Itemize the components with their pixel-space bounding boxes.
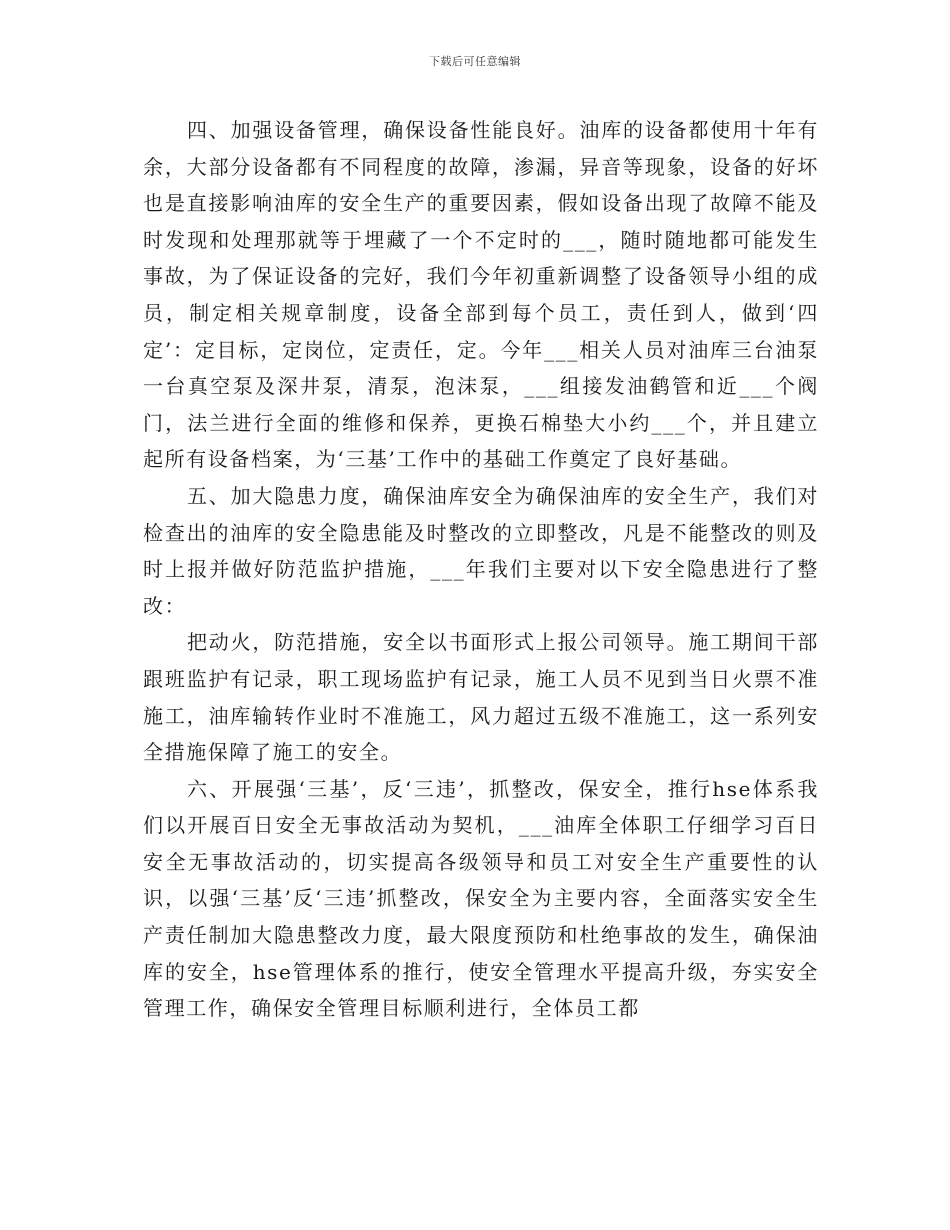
paragraph-hot-work-measures: 把动火，防范措施，安全以书面形式上报公司领导。施工期间干部跟班监护有记录，职工现场监护有记录，施工人员不见到当日火票不准施工，油库输转作业时不准施工，风力超过五级不准施工，这一系列安全措施保障了施工的安全。 xyxy=(143,630,819,765)
page-header: 下载后可任意编辑 xyxy=(429,55,521,68)
paragraph-hse-system: 六、开展强‘三基’，反‘三违’，抓整改，保安全，推行hse体系我们以开展百日安全无事故活动为契机，___油库全体职工仔细学习百日安全无事故活动的，切实提高各级领导和员工对安全生产重要性的认识，以强‘三基’反‘三违’抓整改，保安全为主要内容，全面落实安全生产责任制加大隐患整改力度，最大限度预防和杜绝事故的发生，确保油库的安全，hse管理体系的推行，使安全管理水平提高升级，夯实安全管理工作，确保安全管理目标顺利进行，全体员工都 xyxy=(143,776,819,1021)
paragraph-hazard-rectification: 五、加大隐患力度，确保油库安全为确保油库的安全生产，我们对检查出的油库的安全隐患能及时整改的立即整改，凡是不能整改的则及时上报并做好防范监护措施，___年我们主要对以下安全隐患进行了整改： xyxy=(143,483,819,618)
paragraph-equipment-management: 四、加强设备管理，确保设备性能良好。油库的设备都使用十年有余，大部分设备都有不同程度的故障，渗漏，异音等现象，设备的好坏也是直接影响油库的安全生产的重要因素，假如设备出现了故障不能及时发现和处理那就等于埋藏了一个不定时的___，随时随地都可能发生事故，为了保证设备的完好，我们今年初重新调整了设备领导小组的成员，制定相关规章制度，设备全部到每个员工，责任到人，做到‘四定’：定目标，定岗位，定责任，定。今年___相关人员对油库三台油泵一台真空泵及深井泵，清泵，泡沫泵，___组接发油鹤管和近___个阀门，法兰进行全面的维修和保养，更换石棉垫大小约___个，并且建立起所有设备档案，为‘三基’工作中的基础工作奠定了良好基础。 xyxy=(143,118,819,472)
document-body xyxy=(143,112,819,1027)
